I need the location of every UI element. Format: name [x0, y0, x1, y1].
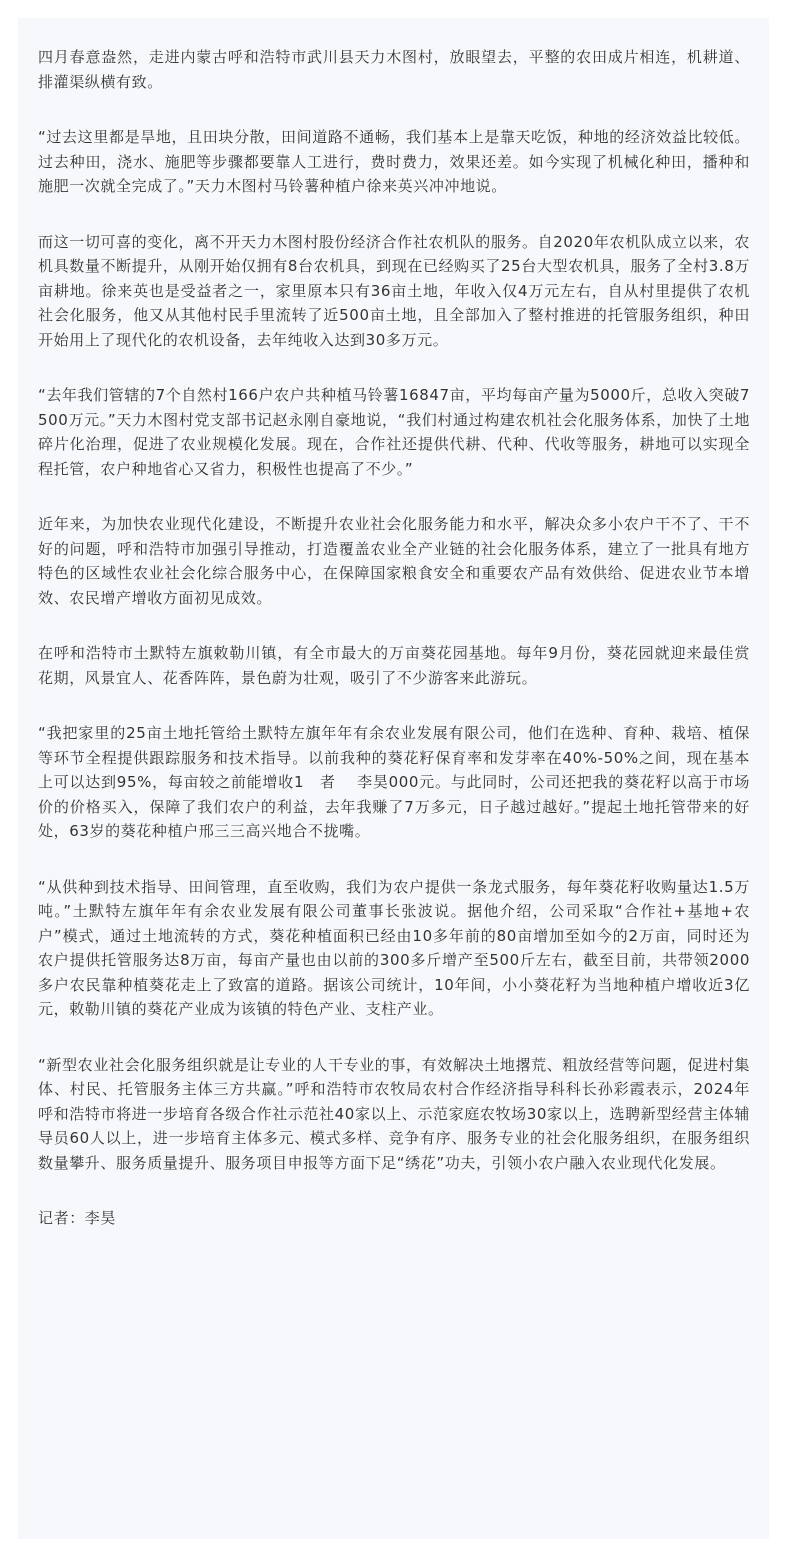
- paragraph-sunflower-base: 在呼和浩特市土默特左旗敕勒川镇，有全市最大的万亩葵花园基地。每年9月份，葵花园就迎来最佳赏花期，风景宜人、花香阵阵，景色蔚为壮观，吸引了不少游客来此游玩。: [38, 644, 750, 687]
- paragraph-machinery-team: 而这一切可喜的变化，离不开天力木图村股份经济合作社农机队的服务。自2020年农机队成立以来，农机具数量不断提升，从刚开始仅拥有8台农机具，到现在已经购买了25台大型农机具，服务了全村3.8万亩耕地。徐来英也是受益者之一，家里原本只有36亩土地，年收入仅4万元左右，自从村里提供了农机社会化服务，他又从其他村民手里流转了近500亩土地，且全部加入了整村推进的托管服务组织，种田开始用上了现代化的农机设备，去年纯收入达到30多万元。: [38, 232, 750, 349]
- reporter-byline: 记者：李昊: [38, 1209, 117, 1227]
- article-body: [38, 45, 750, 1231]
- paragraph-city-policy: 近年来，为加快农业现代化建设，不断提升农业社会化服务能力和水平，解决众多小农户干不了、干不好的问题，呼和浩特市加强引导推动，打造覆盖农业全产业链的社会化服务体系，建立了一批具有地方特色的区域性农业社会化综合服务中心，在保障国家粮食安全和重要农产品有效供给、促进农业节本增效、农民增产增收方面初见成效。: [38, 515, 750, 607]
- article-card: [18, 18, 769, 1539]
- paragraph-xu-quote: “过去这里都是旱地，且田块分散，田间道路不通畅，我们基本上是靠天吃饭，种地的经济效益比较低。过去种田，浇水、施肥等步骤都要靠人工进行，费时费力，效果还差。如今实现了机械化种田，播种和施肥一次就全完成了。”天力木图村马铃薯种植户徐来英兴冲冲地说。: [38, 128, 750, 195]
- paragraph-zhang-quote: “从供种到技术指导、田间管理，直至收购，我们为农户提供一条龙式服务，每年葵花籽收购量达1.5万吨。”土默特左旗年年有余农业发展有限公司董事长张波说。据他介绍，公司采取“合作社+基地+农户”模式，通过土地流转的方式，葵花种植面积已经由10多年前的80亩增加至如今的2万亩，同时还为农户提供托管服务达8万亩，每亩产量也由以前的300多斤增产至500斤左右，截至目前，共带领2000多户农民靠种植葵花走上了致富的道路。据该公司统计，10年间，小小葵花籽为当地种植户增收近3亿元，敕勒川镇的葵花产业成为该镇的特色产业、支柱产业。: [38, 877, 750, 1018]
- paragraph-intro: 四月春意盎然，走进内蒙古呼和浩特市武川县天力木图村，放眼望去，平整的农田成片相连，机耕道、排灌渠纵横有致。: [38, 48, 750, 91]
- paragraph-zhao-quote: “去年我们管辖的7个自然村166户农户共种植马铃薯16847亩，平均每亩产量为5000斤，总收入突破7500万元。”天力木图村党支部书记赵永刚自豪地说，“我们村通过构建农机社会化服务体系，加快了土地碎片化治理，促进了农业规模化发展。现在，合作社还提供代耕、代种、代收等服务，耕地可以实现全程托管，农户种地省心又省力，积极性也提高了不少。”: [38, 386, 750, 478]
- paragraph-xing-quote: “我把家里的25亩土地托管给土默特左旗年年有余农业发展有限公司，他们在选种、育种、栽培、植保等环节全程提供跟踪服务和技术指导。以前我种的葵花籽保育率和发芽率在40%-50%之间，现在基本上可以达到95%，每亩较之前能增收1 者 李昊000元。与此同时，公司还把我的葵花籽以高于市场价的价格买入，保障了我们农户的利益，去年我赚了7万多元，日子越过越好。”提起土地托管带来的好处，63岁的葵花种植户邢三三高兴地合不拢嘴。: [38, 724, 750, 840]
- paragraph-sun-quote: “新型农业社会化服务组织就是让专业的人干专业的事，有效解决土地撂荒、粗放经营等问题，促进村集体、村民、托管服务主体三方共赢。”呼和浩特市农牧局农村合作经济指导科科长孙彩霞表示，2024年呼和浩特市将进一步培育各级合作社示范社40家以上、示范家庭农牧场30家以上，选聘新型经营主体辅导员60人以上，进一步培育主体多元、模式多样、竞争有序、服务专业的社会化服务组织，在服务组织数量攀升、服务质量提升、服务项目申报等方面下足“绣花”功夫，引领小农户融入农业现代化发展。: [38, 1055, 750, 1172]
